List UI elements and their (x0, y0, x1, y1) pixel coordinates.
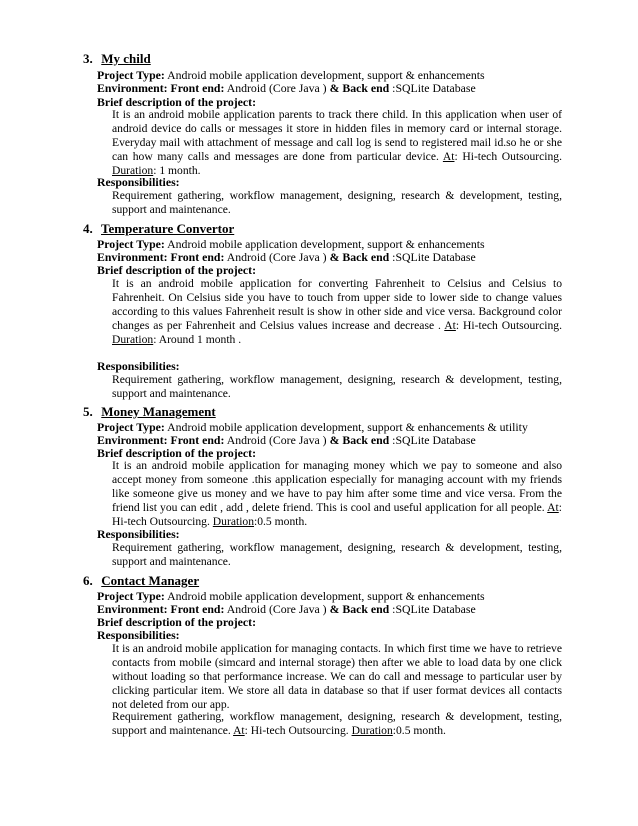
brief-description-label (97, 263, 256, 277)
brief-description-label (97, 446, 256, 460)
back-end-label: & Back end (329, 433, 390, 447)
section-number: 5. (83, 404, 93, 419)
environment-line (97, 81, 476, 95)
at-label: At (547, 501, 559, 515)
environment-label: Environment: Front end: (97, 250, 225, 264)
responsibilities-text: Requirement gathering, workflow management, designing, research & development, testing, support and maintenance. (112, 541, 562, 569)
section-title: Money Management (101, 404, 216, 419)
at-value: : Hi-tech Outsourcing. (454, 150, 562, 164)
responsibilities-heading (97, 175, 180, 189)
project-description (112, 108, 562, 178)
project-type-line (97, 237, 485, 251)
section-title: Temperature Convertor (101, 221, 235, 236)
responsibilities-text: Requirement gathering, workflow management, designing, research & development, testing, support and maintenance. (112, 373, 562, 401)
back-end-value: :SQLite Database (392, 250, 476, 264)
back-end-value: :SQLite Database (392, 81, 476, 95)
environment-line (97, 602, 476, 616)
responsibilities-label: Responsibilities: (97, 628, 180, 642)
duration-label: Duration (212, 515, 255, 529)
project-type-value: Android mobile application development, support & enhancements (167, 589, 485, 603)
duration-value: :0.5 month. (254, 515, 308, 529)
environment-label: Environment: Front end: (97, 433, 225, 447)
project-type-value: Android mobile application development, support & enhancements (167, 237, 485, 251)
project-type-line (97, 589, 485, 603)
back-end-label: & Back end (329, 250, 390, 264)
back-end-label: & Back end (329, 602, 390, 616)
section-heading (83, 221, 234, 237)
project-description (112, 459, 562, 529)
project-type-value: Android mobile application development, support & enhancements & utility (167, 420, 528, 434)
duration-value: :0.5 month. (392, 724, 446, 738)
description-text: It is an android mobile application for managing money which we pay to someone and also accept money from someone .this application especially for managing account with my friends like someone give us money and we have to pay him after some time and vice versa. From the friend list you can edit , add , delete friend. This is cool and useful application for all people. (112, 459, 562, 515)
environment-line (97, 250, 476, 264)
section-title: My child (101, 51, 151, 66)
front-end-value: Android (Core Java ) (226, 602, 327, 616)
front-end-value: Android (Core Java ) (226, 433, 327, 447)
front-end-value: Android (Core Java ) (226, 81, 327, 95)
responsibilities-label: Responsibilities: (97, 527, 180, 541)
project-type-value: Android mobile application development, support & enhancements (167, 68, 485, 82)
responsibilities-heading (97, 628, 180, 642)
back-end-label: & Back end (329, 81, 390, 95)
responsibilities-label: Responsibilities: (97, 175, 180, 189)
project-description: It is an android mobile application for managing contacts. In which first time we have to retrieve contacts from mobile (simcard and internal storage) then after we able to load data by one click without loading so that performance increase. We can do call and message to particular user by clicking particular item. We store all data in database so that if user format devices all contacts not deleted from our app. (112, 642, 562, 712)
responsibilities-text: Requirement gathering, workflow management, designing, research & development, testing, support and maintenance. (112, 189, 562, 217)
project-type-line (97, 68, 485, 82)
duration-label: Duration (112, 164, 154, 178)
project-type-label: Project Type: (97, 68, 165, 82)
at-label: At (442, 150, 455, 164)
section-heading (83, 573, 199, 589)
at-value: : Hi-tech Outsourcing. (112, 501, 562, 529)
project-type-label: Project Type: (97, 237, 165, 251)
environment-line (97, 433, 476, 447)
duration-label: Duration (351, 724, 393, 738)
description-text: It is an android mobile application for converting Fahrenheit to Celsius and Celsius to Fahrenheit. On Celsius side you have to touch from upper side to lower side to change values according to this values Fahrenheit result is show in other side and vice versa. Background color changes as per Fahrenheit and Celsius values increase and decrease . (112, 277, 562, 333)
brief-label-text: Brief description of the project: (97, 446, 256, 460)
section-heading (83, 404, 216, 420)
project-type-label: Project Type: (97, 589, 165, 603)
responsibilities-text (112, 710, 562, 738)
section-number: 4. (83, 221, 93, 236)
environment-label: Environment: Front end: (97, 81, 225, 95)
duration-label: Duration (112, 333, 154, 347)
project-description (112, 277, 562, 347)
back-end-value: :SQLite Database (392, 602, 476, 616)
section-number: 3. (83, 51, 93, 66)
at-label: At (444, 319, 456, 333)
at-label: At (233, 724, 245, 738)
front-end-value: Android (Core Java ) (226, 250, 327, 264)
responsibilities-body: Requirement gathering, workflow management, designing, research & development, testing, support and maintenance. (112, 710, 562, 738)
responsibilities-heading (97, 359, 180, 373)
back-end-value: :SQLite Database (392, 433, 476, 447)
brief-label-text: Brief description of the project: (97, 95, 256, 109)
brief-label-text: Brief description of the project: (97, 615, 256, 629)
brief-label-text: Brief description of the project: (97, 263, 256, 277)
brief-description-label (97, 95, 256, 109)
environment-label: Environment: Front end: (97, 602, 225, 616)
at-value: : Hi-tech Outsourcing. (455, 319, 562, 333)
at-value: : Hi-tech Outsourcing. (244, 724, 349, 738)
responsibilities-label: Responsibilities: (97, 359, 180, 373)
duration-value: : Around 1 month . (153, 333, 242, 347)
section-title: Contact Manager (101, 573, 200, 588)
section-heading (83, 51, 151, 67)
project-type-line (97, 420, 528, 434)
responsibilities-heading (97, 527, 180, 541)
description-text: It is an android mobile application parents to track there child. In this application when user of android device do calls or messages it store in hidden files in memory card or internal storage. Everyday mail with attachment of message and call log is send to registered mail id.so he or she can how many calls and messages are done from particular device. (112, 108, 562, 164)
section-number: 6. (83, 573, 93, 588)
duration-value: : 1 month. (153, 164, 201, 178)
project-type-label: Project Type: (97, 420, 165, 434)
brief-description-label (97, 615, 256, 629)
